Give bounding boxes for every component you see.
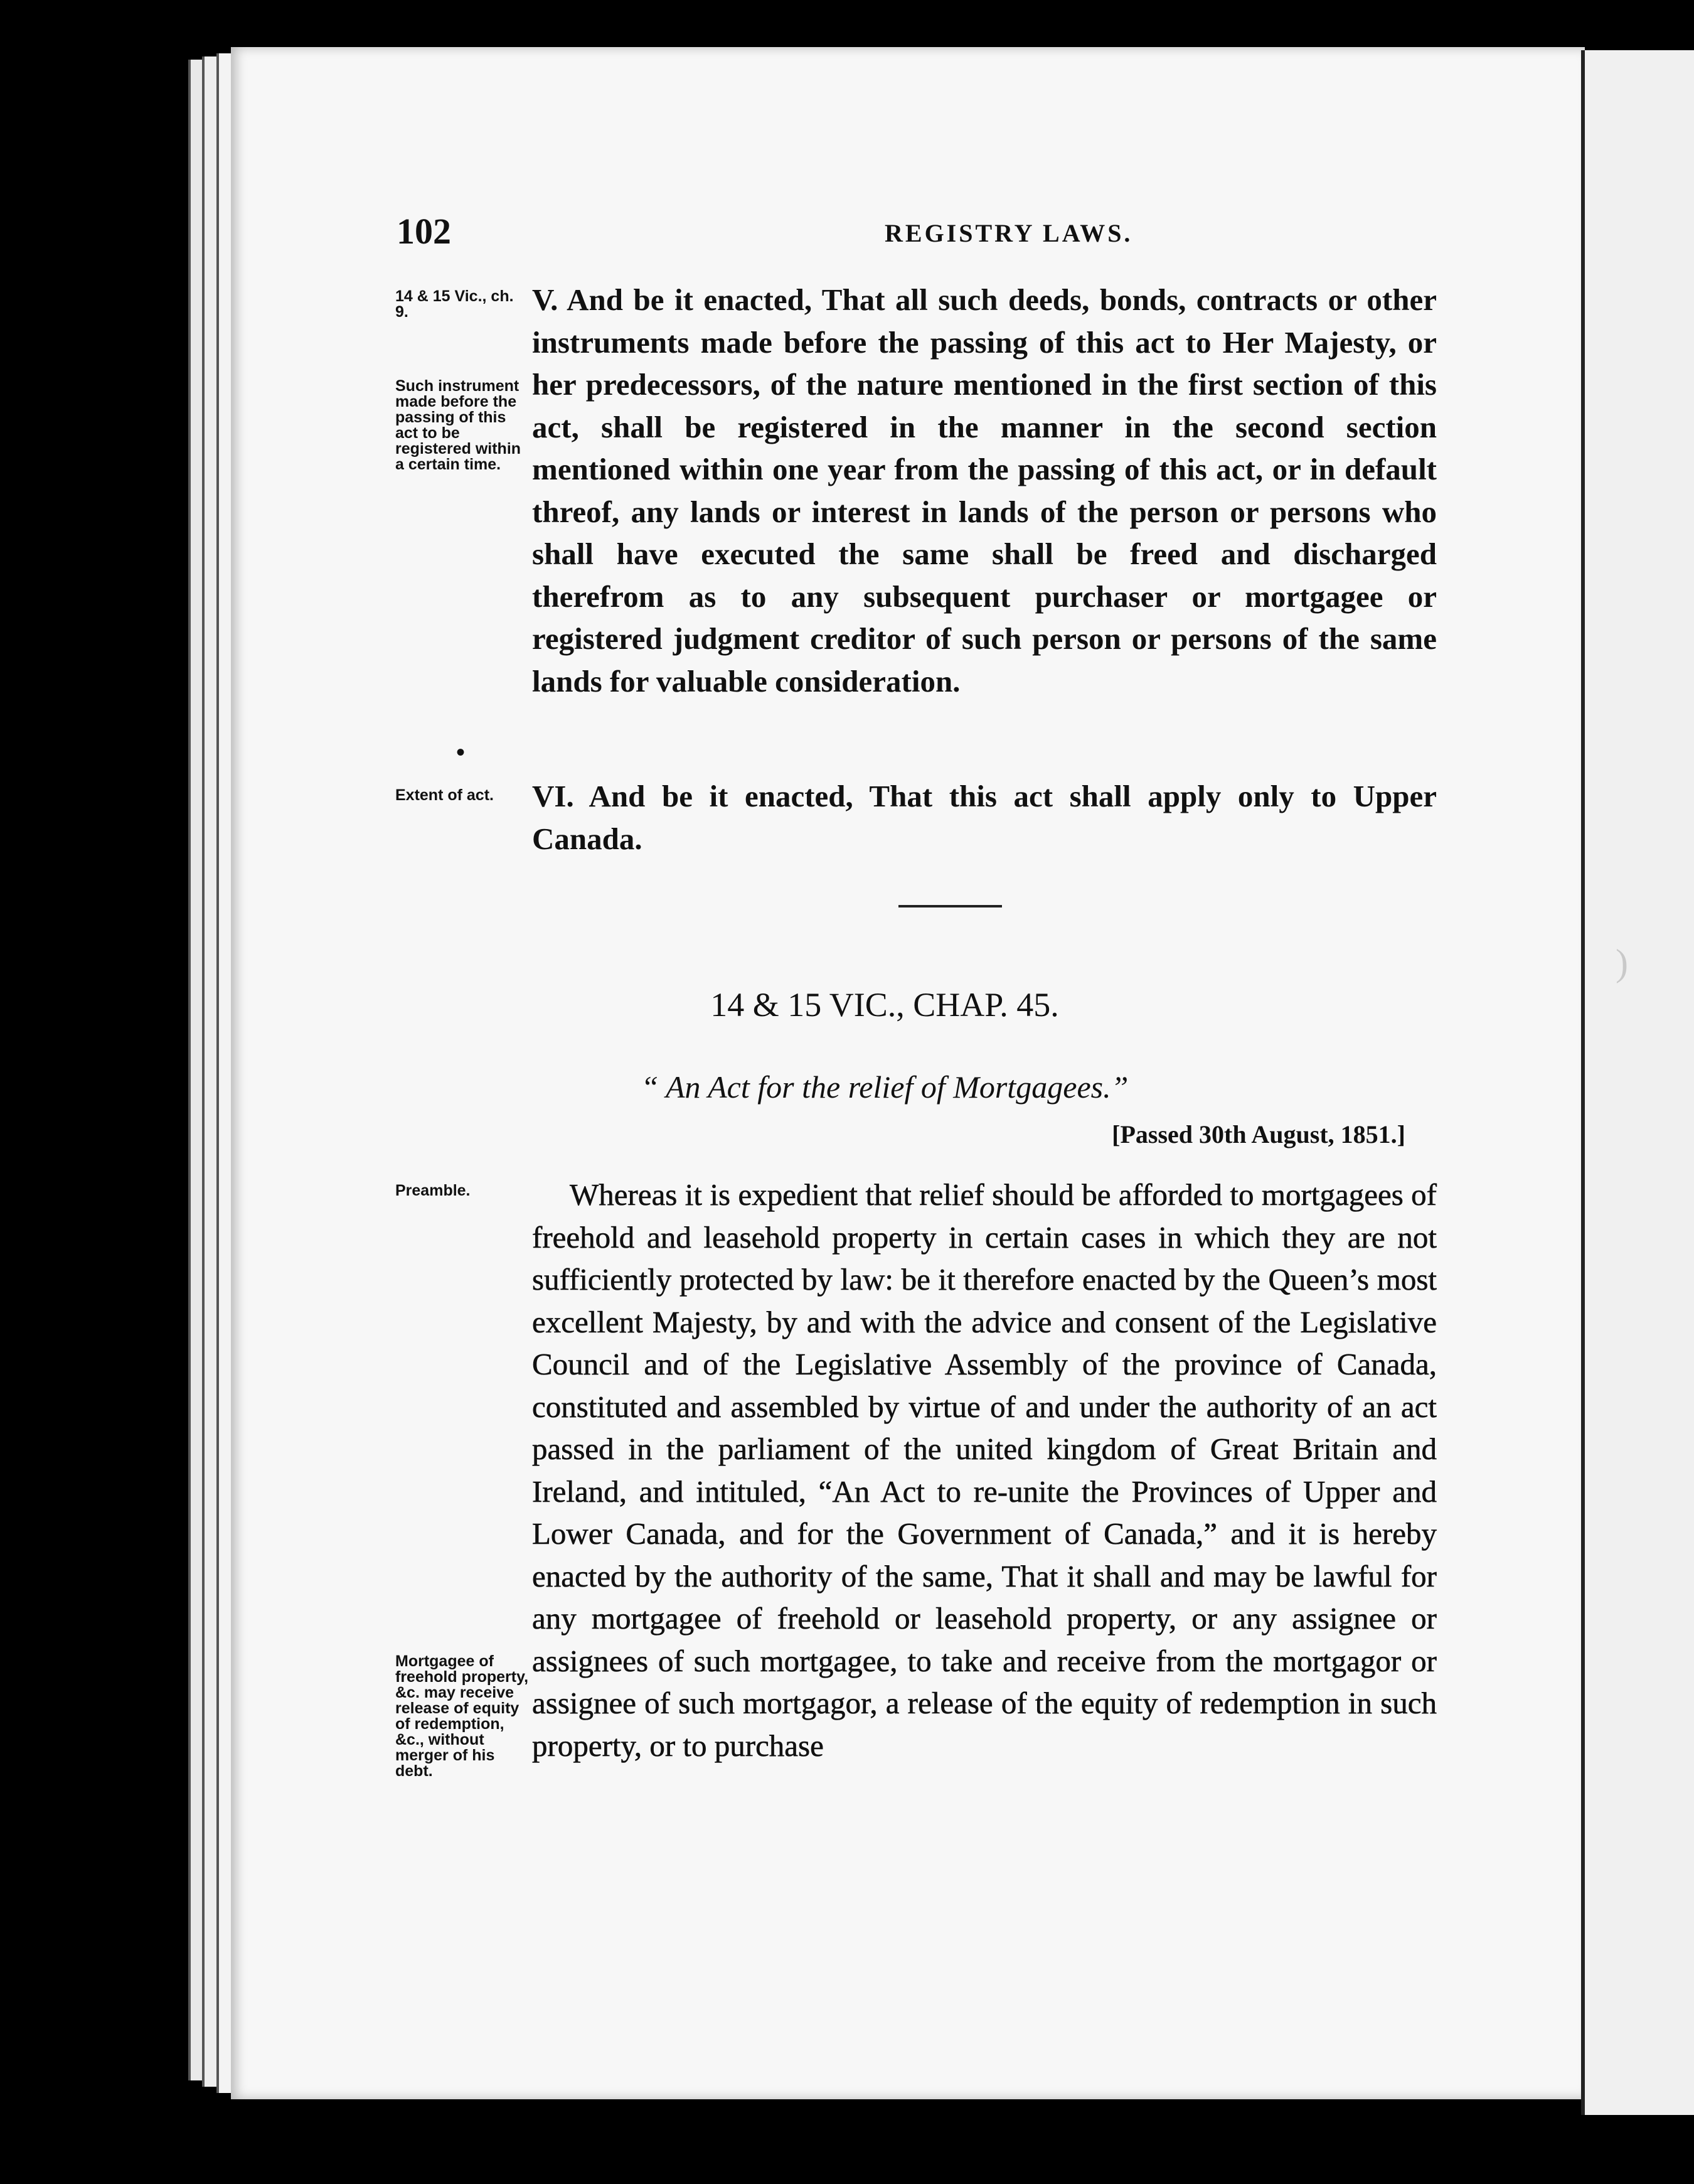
margin-note-citation: 14 & 15 Vic., ch. 9.: [395, 287, 514, 321]
stray-dot: •: [456, 738, 466, 766]
section-5-text: V. And be it enacted, That all such deeds, bonds, contracts or other instruments made before the passing of this act to Her Majesty, or her predecessors, of the nature mentioned in the first section of this act, shall be registered in the manner in the second section mentioned within one year from the passing of this act, or in default threof, any lands or interest in lands of the person or persons who shall have executed the same shall be freed and discharged therefrom as to any subsequent purchaser or mortgagee or registered judgment creditor of such person or persons of the same lands for valuable consideration.: [532, 282, 1437, 699]
page-number: 102: [397, 211, 451, 252]
margin-note-section5: Such instrument made before the passing of this act to be registered within a certain time.: [395, 377, 521, 473]
margin-note-mortgagee: Mortgagee of freehold property, &c. may receive release of equity of redemption, &c., without merger of his debt.: [395, 1652, 529, 1780]
chapter-heading: 14 & 15 VIC., CHAP. 45.: [710, 986, 1059, 1024]
passed-date: [Passed 30th August, 1851.]: [1112, 1120, 1405, 1148]
preamble-text: Whereas it is expedient that relief should be afforded to mortgagees of freehold and leasehold property in certain cases in which they are not sufficiently protected by law: be it therefore enacted by the Queen’s most excellent Majesty, by and with the advice and consent of the Legislative Council and of the Legislative Assembly of the province of Canada, constituted and assembled by virtue of and under the authority of an act passed in the parliament of the united kingdom of Great Britain and Ireland, and intituled, “An Act to re-unite the Provinces of Upper and Lower Canada, and for the Government of Canada,” and it is hereby enacted by the authority of the same, That it shall and may be lawful for any mortgagee of freehold or leasehold property, or any assignee or assignees of such mortgagee, to take and receive from the mortgagor or assignee of such mortgagor, a release of the equity of redemption in such property, or to purchase: [532, 1177, 1437, 1763]
running-title: REGISTRY LAWS.: [885, 219, 1133, 247]
bleed-mark: ): [1616, 942, 1628, 983]
margin-note-section6: Extent of act.: [395, 786, 494, 804]
margin-note-preamble: Preamble.: [395, 1182, 471, 1199]
section-divider: [898, 905, 1002, 907]
act-title: “ An Act for the relief of Mortgagees.”: [641, 1069, 1129, 1105]
section-6-text: VI. And be it enacted, That this act shall apply only to Upper Canada.: [532, 779, 1437, 856]
